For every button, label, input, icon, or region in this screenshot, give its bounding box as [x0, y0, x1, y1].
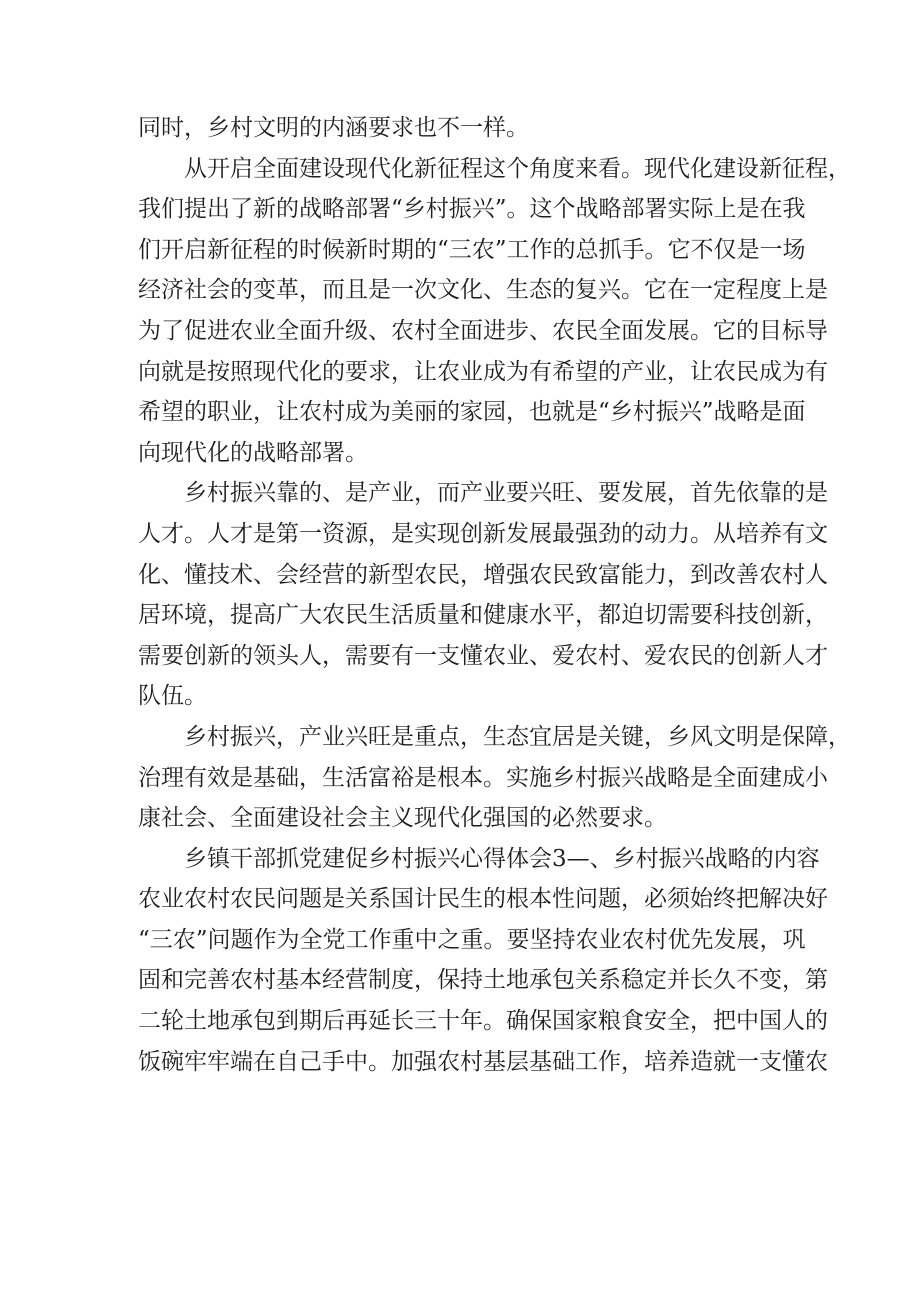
text-line: 治理有效是基础，生活富裕是根本。实施乡村振兴战略是全面建成小 [138, 764, 828, 791]
text-line: 乡村振兴靠的、是产业，而产业要兴旺、要发展，首先依靠的是 [184, 480, 828, 507]
text-line: 二轮土地承包到期后再延长三十年。确保国家粮食安全，把中国人的 [138, 1008, 828, 1035]
text-line: 向就是按照现代化的要求，让农业成为有希望的产业，让农民成为有 [138, 358, 828, 385]
paragraph [138, 473, 828, 717]
text-line: 向现代化的战略部署。 [138, 439, 368, 466]
text-line: 乡镇干部抓党建促乡村振兴心得体会3—、乡村振兴战略的内容 [184, 845, 820, 872]
text-line: 固和完善农村基本经营制度，保持土地承包关系稳定并长久不变，第 [138, 967, 828, 994]
paragraph [138, 717, 851, 839]
text-line: 康社会、全面建设社会主义现代化强国的必然要求。 [138, 805, 667, 832]
text-line: 从开启全面建设现代化新征程这个角度来看。现代化建设新征程， [184, 155, 851, 182]
paragraph [138, 108, 788, 149]
text-line: 乡村振兴，产业兴旺是重点，生态宜居是关键，乡风文明是保障， [184, 723, 851, 750]
text-line: 需要创新的领头人，需要有一支懂农业、爱农村、爱农民的创新人才 [138, 642, 828, 669]
text-line: 为了促进农业全面升级、农村全面进步、农民全面发展。它的目标导 [138, 317, 828, 344]
text-line: 农业农村农民问题是关系国计民生的根本性问题，必须始终把解决好 [138, 886, 828, 913]
text-line: 化、懂技术、会经营的新型农民，增强农民致富能力，到改善农村人 [138, 561, 828, 588]
paragraph [138, 839, 828, 1083]
text-line: 饭碗牢牢端在自己手中。加强农村基层基础工作，培养造就一支懂农 [138, 1048, 828, 1075]
text-line: 们开启新征程的时候新时期的“三农”工作的总抓手。它不仅是一场 [138, 236, 806, 263]
text-line: 同时，乡村文明的内涵要求也不一样。 [138, 115, 529, 141]
text-line: 希望的职业，让农村成为美丽的家园，也就是“乡村振兴”战略是面 [138, 399, 806, 426]
text-line: 人才。人才是第一资源，是实现创新发展最强劲的动力。从培养有文 [138, 520, 828, 547]
text-line: 队伍。 [138, 683, 207, 710]
text-line: 我们提出了新的战略部署“乡村振兴”。这个战略部署实际上是在我 [138, 196, 806, 223]
body-text [138, 108, 851, 1082]
paragraph [138, 149, 851, 474]
text-line: 经济社会的变革，而且是一次文化、生态的复兴。它在一定程度上是 [138, 277, 828, 304]
text-line: “三农”问题作为全党工作重中之重。要坚持农业农村优先发展，巩 [138, 926, 806, 953]
text-line: 居环境，提高广大农民生活质量和健康水平，都迫切需要科技创新， [138, 602, 828, 629]
